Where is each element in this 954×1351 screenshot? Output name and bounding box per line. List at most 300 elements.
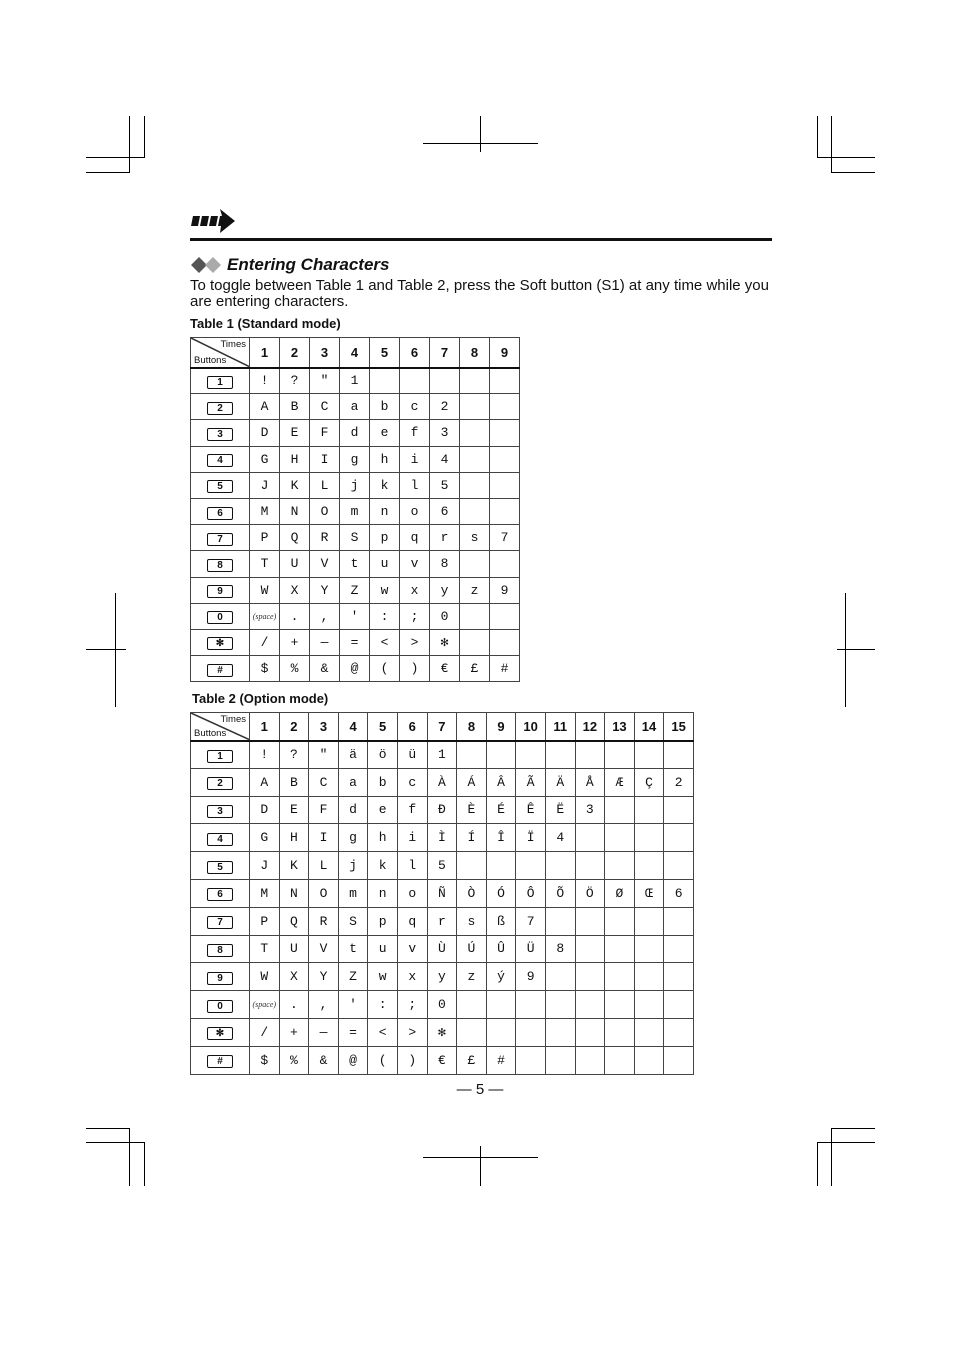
section-title: Entering Characters	[227, 255, 390, 274]
char-cell: =	[338, 1018, 368, 1046]
char-cell	[634, 1046, 664, 1074]
char-cell: i	[400, 446, 430, 472]
keypad-key-icon: 1	[207, 750, 233, 763]
char-cell: J	[250, 472, 280, 498]
char-cell: Y	[310, 577, 340, 603]
char-cell: Õ	[545, 879, 575, 907]
char-cell: ä	[338, 741, 368, 769]
char-cell: K	[280, 472, 310, 498]
char-cell: 4	[430, 446, 460, 472]
keypad-key-icon: 9	[207, 972, 233, 985]
table-row	[191, 796, 694, 824]
char-cell: ✻	[430, 629, 460, 655]
char-cell: Ë	[545, 796, 575, 824]
column-header: 6	[400, 338, 430, 368]
header-row	[191, 713, 694, 741]
char-cell	[545, 852, 575, 880]
char-cell	[575, 824, 605, 852]
char-cell: E	[280, 420, 310, 446]
char-cell: !	[250, 368, 280, 394]
char-cell: V	[309, 935, 339, 963]
column-header: 8	[460, 338, 490, 368]
column-header: 5	[368, 713, 398, 741]
char-cell: >	[397, 1018, 427, 1046]
char-cell: I	[309, 824, 339, 852]
table-row	[191, 824, 694, 852]
char-cell	[664, 741, 694, 769]
char-cell: k	[368, 852, 398, 880]
char-cell: 8	[430, 551, 460, 577]
char-cell: .	[280, 603, 310, 629]
table2-caption: Table 2 (Option mode)	[192, 691, 329, 706]
char-cell: "	[309, 741, 339, 769]
char-cell: Ó	[486, 879, 516, 907]
char-cell	[490, 498, 520, 524]
char-cell: #	[486, 1046, 516, 1074]
char-cell: q	[397, 907, 427, 935]
char-cell: B	[280, 394, 310, 420]
char-cell: =	[340, 629, 370, 655]
char-cell: L	[309, 852, 339, 880]
char-cell	[605, 963, 635, 991]
char-cell	[486, 991, 516, 1019]
char-cell: ,	[309, 991, 339, 1019]
char-cell: S	[338, 907, 368, 935]
column-header: 3	[310, 338, 340, 368]
char-cell: Ç	[634, 768, 664, 796]
char-cell	[490, 603, 520, 629]
button-cell	[191, 446, 250, 472]
char-cell: F	[309, 796, 339, 824]
char-cell	[516, 852, 546, 880]
column-header: 2	[280, 338, 310, 368]
char-cell	[575, 991, 605, 1019]
char-cell	[664, 907, 694, 935]
keypad-key-icon: 5	[207, 861, 233, 874]
char-cell: d	[338, 796, 368, 824]
char-cell	[545, 741, 575, 769]
char-cell: H	[279, 824, 309, 852]
diamonds-icon	[191, 256, 223, 274]
char-cell: 6	[664, 879, 694, 907]
button-cell	[191, 768, 250, 796]
char-cell: 1	[427, 741, 457, 769]
column-header: 1	[250, 713, 280, 741]
keypad-key-icon: 2	[207, 402, 233, 415]
char-cell: 0	[430, 603, 460, 629]
button-cell	[191, 498, 250, 524]
button-cell	[191, 1018, 250, 1046]
char-cell	[605, 796, 635, 824]
char-cell: 8	[545, 935, 575, 963]
char-cell	[490, 629, 520, 655]
column-header: 3	[309, 713, 339, 741]
corner-cell	[191, 713, 250, 741]
char-cell	[486, 741, 516, 769]
button-cell	[191, 741, 250, 769]
char-cell: v	[400, 551, 430, 577]
char-cell: l	[400, 472, 430, 498]
char-cell: 9	[516, 963, 546, 991]
char-cell: i	[397, 824, 427, 852]
table-row	[191, 577, 520, 603]
char-cell	[664, 852, 694, 880]
table1-standard-mode	[190, 337, 520, 682]
char-cell: À	[427, 768, 457, 796]
keypad-key-icon: 7	[207, 533, 233, 546]
column-header: 9	[486, 713, 516, 741]
table-row	[191, 852, 694, 880]
char-cell	[605, 1046, 635, 1074]
char-cell	[575, 852, 605, 880]
char-cell: m	[340, 498, 370, 524]
char-cell: (	[370, 656, 400, 682]
table1-caption: Table 1 (Standard mode)	[190, 316, 341, 331]
char-cell: L	[310, 472, 340, 498]
char-cell	[516, 1046, 546, 1074]
char-cell	[634, 852, 664, 880]
char-cell	[490, 446, 520, 472]
char-cell: W	[250, 577, 280, 603]
char-cell: :	[370, 603, 400, 629]
char-cell	[634, 796, 664, 824]
char-cell: Ù	[427, 935, 457, 963]
button-cell	[191, 551, 250, 577]
char-cell	[460, 420, 490, 446]
char-cell: H	[280, 446, 310, 472]
table-row	[191, 472, 520, 498]
char-cell	[486, 1018, 516, 1046]
char-cell	[575, 935, 605, 963]
char-cell: Ê	[516, 796, 546, 824]
char-cell	[430, 368, 460, 394]
char-cell: C	[310, 394, 340, 420]
char-cell: w	[368, 963, 398, 991]
table-row	[191, 394, 520, 420]
char-cell: T	[250, 551, 280, 577]
buttons-label: Buttons	[194, 354, 227, 366]
char-cell: ?	[279, 741, 309, 769]
char-cell: Q	[279, 907, 309, 935]
char-cell: Ð	[427, 796, 457, 824]
keypad-key-icon: #	[207, 664, 233, 677]
section-heading	[191, 254, 390, 276]
keypad-key-icon: 3	[207, 805, 233, 818]
char-cell: %	[280, 656, 310, 682]
keypad-key-icon: ✻	[207, 637, 233, 650]
char-cell: (space)	[250, 603, 280, 629]
char-cell: €	[427, 1046, 457, 1074]
keypad-key-icon: 2	[207, 777, 233, 790]
button-cell	[191, 963, 250, 991]
char-cell: '	[340, 603, 370, 629]
char-cell: (space)	[250, 991, 280, 1019]
keypad-key-icon: 0	[207, 1000, 233, 1013]
header-row	[191, 338, 520, 368]
char-cell: 3	[430, 420, 460, 446]
button-cell	[191, 368, 250, 394]
char-cell: /	[250, 1018, 280, 1046]
table-row	[191, 551, 520, 577]
char-cell: O	[309, 879, 339, 907]
char-cell: Ã	[516, 768, 546, 796]
char-cell: 2	[664, 768, 694, 796]
char-cell: g	[340, 446, 370, 472]
button-cell	[191, 525, 250, 551]
char-cell: <	[368, 1018, 398, 1046]
char-cell	[664, 991, 694, 1019]
button-cell	[191, 420, 250, 446]
char-cell: Ñ	[427, 879, 457, 907]
char-cell: m	[338, 879, 368, 907]
column-header: 1	[250, 338, 280, 368]
char-cell: y	[427, 963, 457, 991]
char-cell: <	[370, 629, 400, 655]
char-cell: 0	[427, 991, 457, 1019]
char-cell: j	[338, 852, 368, 880]
char-cell: ü	[397, 741, 427, 769]
char-cell: 7	[490, 525, 520, 551]
column-header: 7	[430, 338, 460, 368]
char-cell: I	[310, 446, 340, 472]
char-cell: 7	[516, 907, 546, 935]
table-row	[191, 907, 694, 935]
char-cell: h	[370, 446, 400, 472]
char-cell: &	[309, 1046, 339, 1074]
char-cell: u	[370, 551, 400, 577]
char-cell: Î	[486, 824, 516, 852]
char-cell: +	[280, 629, 310, 655]
column-header: 8	[457, 713, 487, 741]
page-number: — 5 —	[456, 1081, 504, 1098]
char-cell: P	[250, 525, 280, 551]
char-cell: n	[368, 879, 398, 907]
char-cell: M	[250, 498, 280, 524]
char-cell: e	[370, 420, 400, 446]
column-header: 7	[427, 713, 457, 741]
char-cell: @	[340, 656, 370, 682]
char-cell: Ä	[545, 768, 575, 796]
char-cell: '	[338, 991, 368, 1019]
char-cell: &	[310, 656, 340, 682]
char-cell	[545, 907, 575, 935]
char-cell: €	[430, 656, 460, 682]
column-header: 9	[490, 338, 520, 368]
char-cell: ,	[310, 603, 340, 629]
char-cell	[605, 907, 635, 935]
char-cell: B	[279, 768, 309, 796]
char-cell: U	[279, 935, 309, 963]
keypad-key-icon: 4	[207, 833, 233, 846]
char-cell: c	[397, 768, 427, 796]
char-cell: f	[397, 796, 427, 824]
char-cell: .	[279, 991, 309, 1019]
char-cell	[664, 1046, 694, 1074]
char-cell	[460, 394, 490, 420]
char-cell: Ï	[516, 824, 546, 852]
button-cell	[191, 796, 250, 824]
char-cell: W	[250, 963, 280, 991]
char-cell: w	[370, 577, 400, 603]
char-cell: s	[460, 525, 490, 551]
button-cell	[191, 824, 250, 852]
char-cell	[490, 420, 520, 446]
char-cell	[457, 1018, 487, 1046]
char-cell	[605, 852, 635, 880]
char-cell: V	[310, 551, 340, 577]
char-cell: ß	[486, 907, 516, 935]
char-cell	[605, 935, 635, 963]
table2-option-mode	[190, 712, 694, 1075]
keypad-key-icon: 7	[207, 916, 233, 929]
char-cell	[400, 368, 430, 394]
button-cell	[191, 879, 250, 907]
char-cell: a	[338, 768, 368, 796]
char-cell: 1	[340, 368, 370, 394]
char-cell	[457, 991, 487, 1019]
char-cell: Z	[338, 963, 368, 991]
char-cell: U	[280, 551, 310, 577]
char-cell	[545, 963, 575, 991]
char-cell: È	[457, 796, 487, 824]
char-cell: 6	[430, 498, 460, 524]
button-cell	[191, 907, 250, 935]
char-cell	[605, 824, 635, 852]
char-cell: %	[279, 1046, 309, 1074]
continue-arrow-icon	[191, 207, 237, 235]
char-cell: )	[397, 1046, 427, 1074]
char-cell	[457, 852, 487, 880]
char-cell: f	[400, 420, 430, 446]
char-cell: S	[340, 525, 370, 551]
char-cell: R	[309, 907, 339, 935]
char-cell: J	[250, 852, 280, 880]
table-row	[191, 446, 520, 472]
char-cell	[664, 824, 694, 852]
char-cell: @	[338, 1046, 368, 1074]
table-row	[191, 879, 694, 907]
column-header: 4	[340, 338, 370, 368]
char-cell	[490, 472, 520, 498]
char-cell	[490, 551, 520, 577]
char-cell: Å	[575, 768, 605, 796]
char-cell: ✻	[427, 1018, 457, 1046]
char-cell: Ò	[457, 879, 487, 907]
char-cell	[634, 963, 664, 991]
table-row	[191, 368, 520, 394]
keypad-key-icon: #	[207, 1055, 233, 1068]
buttons-label: Buttons	[194, 727, 227, 739]
char-cell: #	[490, 656, 520, 682]
char-cell	[634, 907, 664, 935]
char-cell: +	[279, 1018, 309, 1046]
button-cell	[191, 603, 250, 629]
char-cell: G	[250, 446, 280, 472]
char-cell: d	[340, 420, 370, 446]
char-cell: x	[397, 963, 427, 991]
table-row	[191, 525, 520, 551]
char-cell: g	[338, 824, 368, 852]
keypad-key-icon: 5	[207, 480, 233, 493]
char-cell: a	[340, 394, 370, 420]
char-cell: h	[368, 824, 398, 852]
keypad-key-icon: 6	[207, 888, 233, 901]
corner-cell	[191, 338, 250, 368]
char-cell: s	[457, 907, 487, 935]
char-cell: r	[430, 525, 460, 551]
char-cell	[545, 991, 575, 1019]
char-cell	[516, 991, 546, 1019]
char-cell	[490, 368, 520, 394]
char-cell: n	[370, 498, 400, 524]
char-cell	[460, 498, 490, 524]
char-cell: k	[370, 472, 400, 498]
button-cell	[191, 852, 250, 880]
char-cell: !	[250, 741, 280, 769]
char-cell: K	[279, 852, 309, 880]
char-cell	[460, 368, 490, 394]
char-cell: "	[310, 368, 340, 394]
char-cell: ?	[280, 368, 310, 394]
button-cell	[191, 935, 250, 963]
column-header: 2	[279, 713, 309, 741]
char-cell: v	[397, 935, 427, 963]
char-cell	[634, 741, 664, 769]
char-cell: (	[368, 1046, 398, 1074]
char-cell	[605, 1018, 635, 1046]
char-cell: Ì	[427, 824, 457, 852]
char-cell: p	[370, 525, 400, 551]
char-cell: $	[250, 1046, 280, 1074]
column-header: 4	[338, 713, 368, 741]
char-cell: Ü	[516, 935, 546, 963]
char-cell	[605, 741, 635, 769]
char-cell: M	[250, 879, 280, 907]
char-cell: Ø	[605, 879, 635, 907]
char-cell: Y	[309, 963, 339, 991]
char-cell: ;	[397, 991, 427, 1019]
char-cell: F	[310, 420, 340, 446]
char-cell: Œ	[634, 879, 664, 907]
char-cell: D	[250, 796, 280, 824]
table-row	[191, 603, 520, 629]
table-row	[191, 629, 520, 655]
char-cell: 3	[575, 796, 605, 824]
keypad-key-icon: ✻	[207, 1027, 233, 1040]
table-row	[191, 768, 694, 796]
char-cell: X	[279, 963, 309, 991]
button-cell	[191, 991, 250, 1019]
button-cell	[191, 656, 250, 682]
char-cell	[575, 741, 605, 769]
button-cell	[191, 394, 250, 420]
char-cell	[575, 1018, 605, 1046]
char-cell: Q	[280, 525, 310, 551]
button-cell	[191, 577, 250, 603]
keypad-key-icon: 6	[207, 507, 233, 520]
char-cell: Ô	[516, 879, 546, 907]
char-cell: l	[397, 852, 427, 880]
char-cell: /	[250, 629, 280, 655]
button-cell	[191, 472, 250, 498]
char-cell: e	[368, 796, 398, 824]
char-cell: 2	[430, 394, 460, 420]
keypad-key-icon: 9	[207, 585, 233, 598]
table-row	[191, 1046, 694, 1074]
char-cell: o	[400, 498, 430, 524]
table-row	[191, 656, 520, 682]
char-cell	[490, 394, 520, 420]
